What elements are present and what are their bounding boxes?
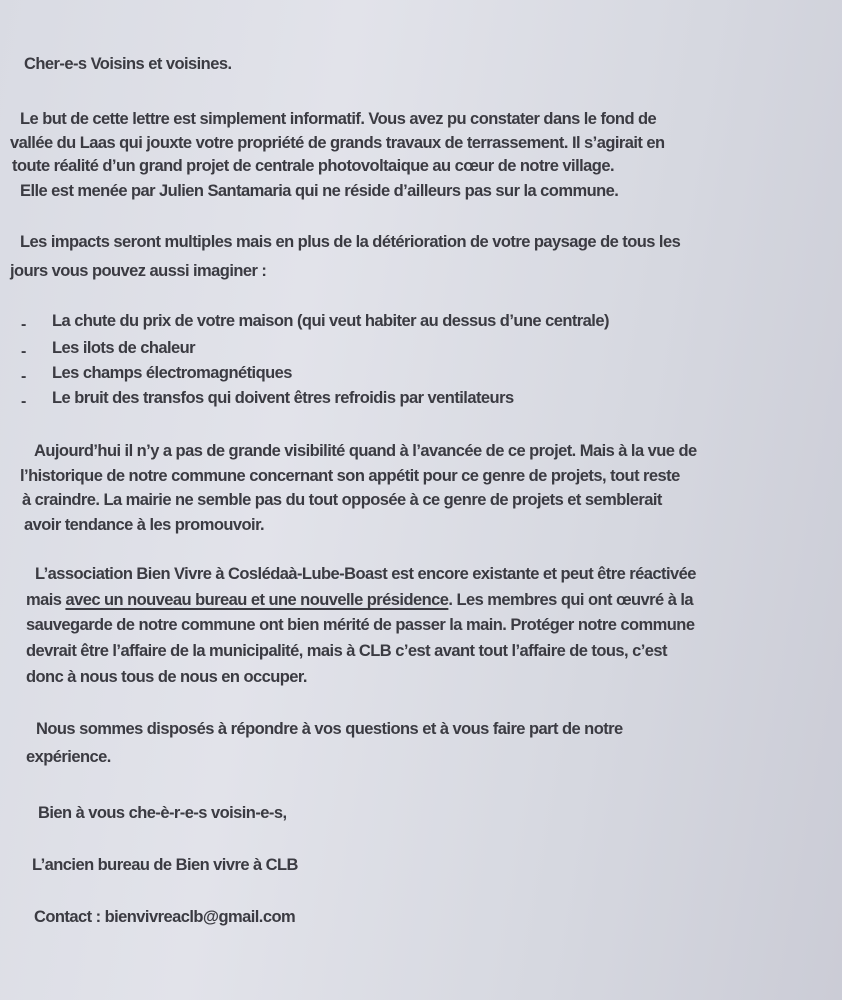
closing: Bien à vous che-è-r-e-s voisin-e-s, [38, 804, 287, 822]
paragraph-5-line-2: expérience. [26, 748, 111, 766]
list-item: La chute du prix de votre maison (qui veut habiter au dessus d’une centrale) [52, 312, 609, 330]
paragraph-2-line-2: jours vous pouvez aussi imaginer : [10, 262, 267, 280]
paragraph-1-line-1: Le but de cette lettre est simplement informatif. Vous avez pu constater dans le fond de [20, 110, 657, 128]
paragraph-4-line-2-prefix: mais [26, 591, 66, 609]
contact: Contact : bienvivreaclb@gmail.com [34, 908, 296, 926]
list-item: Les ilots de chaleur [52, 339, 196, 357]
paragraph-4-line-3: sauvegarde de notre commune ont bien mérité de passer la main. Protéger notre commune [26, 616, 695, 634]
paragraph-1-line-4: Elle est menée par Julien Santamaria qui ne réside d’ailleurs pas sur la commune. [20, 182, 619, 200]
signature: L’ancien bureau de Bien vivre à CLB [32, 856, 298, 874]
bullet-marker: - [21, 316, 27, 333]
bullet-marker: - [21, 393, 27, 410]
greeting: Cher-e-s Voisins et voisines. [24, 55, 232, 73]
paragraph-4-line-2-suffix: . Les membres qui ont œuvré à la [448, 591, 694, 609]
paragraph-3-line-3: à craindre. La mairie ne semble pas du tout opposée à ce genre de projets et semblerait [22, 491, 662, 509]
paragraph-4-line-1: L’association Bien Vivre à Coslédaà-Lube-Boast est encore existante et peut être réactivée [35, 565, 696, 583]
paragraph-5-line-1: Nous sommes disposés à répondre à vos questions et à vous faire part de notre [36, 720, 623, 738]
paragraph-2-line-1: Les impacts seront multiples mais en plus de la détérioration de votre paysage de tous les [20, 233, 681, 251]
list-item: Le bruit des transfos qui doivent êtres refroidis par ventilateurs [52, 389, 514, 407]
bullet-marker: - [21, 368, 27, 385]
paragraph-3-line-4: avoir tendance à les promouvoir. [24, 516, 265, 534]
paragraph-1-line-2: vallée du Laas qui jouxte votre propriété de grands travaux de terrassement. Il s’agirait en [10, 134, 665, 152]
list-item: Les champs électromagnétiques [52, 364, 292, 382]
paragraph-4-line-5: donc à nous tous de nous en occuper. [26, 668, 307, 686]
paragraph-1-line-3: toute réalité d’un grand projet de centrale photovoltaique au cœur de notre village. [12, 157, 614, 175]
underlined-phrase: avec un nouveau bureau et une nouvelle présidence [65, 591, 449, 609]
paragraph-3-line-2: l’historique de notre commune concernant son appétit pour ce genre de projets, tout reste [20, 467, 680, 485]
paragraph-4-line-2 [26, 591, 693, 610]
bullet-marker: - [21, 343, 27, 360]
paragraph-3-line-1: Aujourd’hui il n’y a pas de grande visibilité quand à l’avancée de ce projet. Mais à la vue de [34, 442, 697, 460]
paragraph-4-line-4: devrait être l’affaire de la municipalité, mais à CLB c’est avant tout l’affaire de tous, c’est [26, 642, 667, 660]
